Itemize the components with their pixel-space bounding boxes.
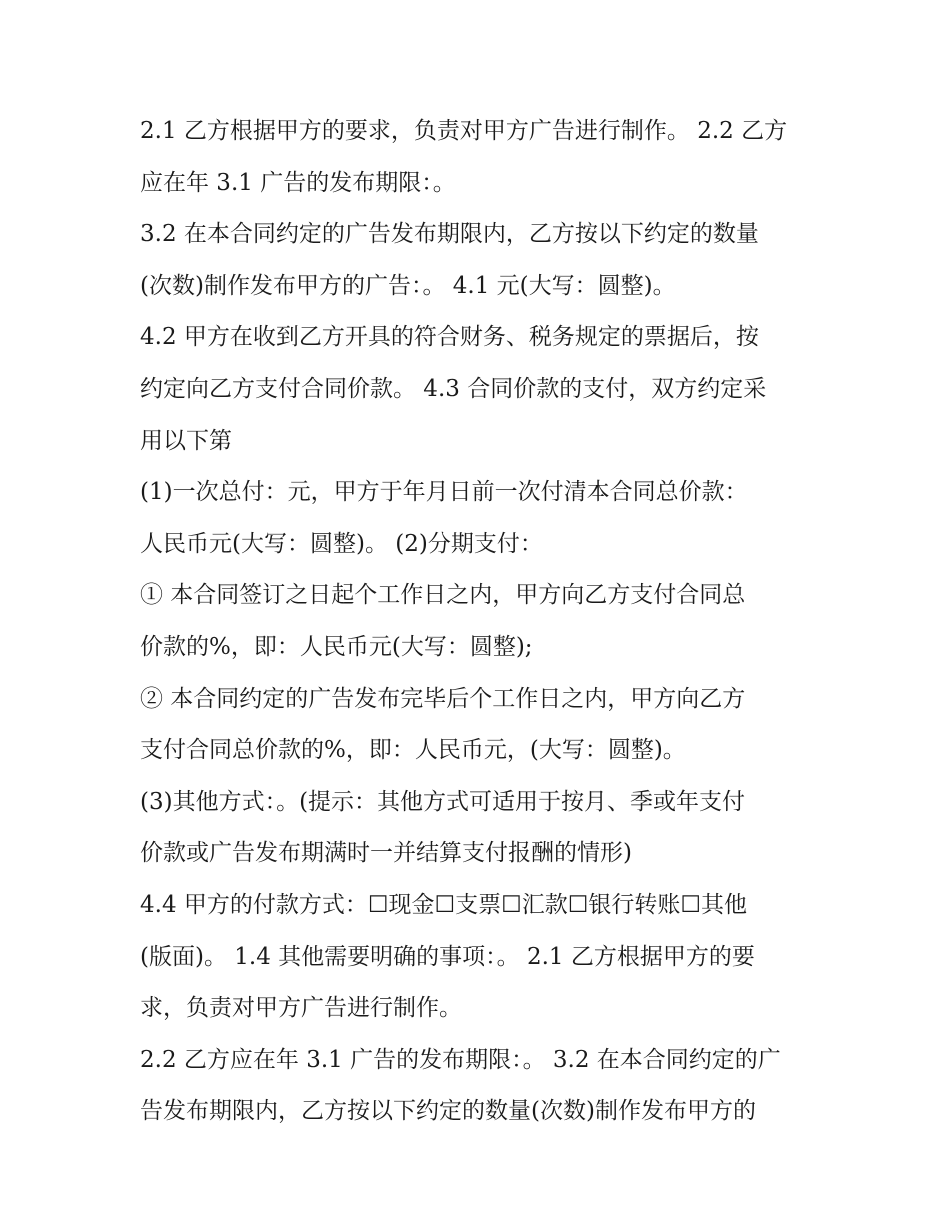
- document-body: [140, 106, 812, 1138]
- text-line: 告发布期限内，乙方按以下约定的数量(次数)制作发布甲方的: [140, 1098, 756, 1125]
- paragraph-4-4: [140, 880, 812, 1035]
- paragraph-2-2: [140, 1035, 812, 1138]
- text-line: 人民币元(大写：圆整)。 (2)分期支付：: [140, 530, 543, 557]
- text-line: 4.2 甲方在收到乙方开具的符合财务、税务规定的票据后，按: [140, 324, 759, 351]
- text-line: 求，负责对甲方广告进行制作。: [140, 995, 462, 1022]
- text-line: (1)一次总付：元，甲方于年月日前一次付清本合同总价款：: [140, 479, 748, 506]
- paragraph-2-1: [140, 106, 812, 209]
- text-line: (次数)制作发布甲方的广告：。 4.1 元(大写：圆整)。: [140, 272, 676, 299]
- text-line: ① 本合同签订之日起个工作日之内，甲方向乙方支付合同总: [140, 582, 746, 609]
- text-line: 约定向乙方支付合同价款。 4.3 合同价款的支付，双方约定采: [140, 375, 767, 402]
- text-line: 应在年 3.1 广告的发布期限：。: [140, 169, 456, 196]
- paragraph-4-2: [140, 312, 812, 467]
- text-line: ② 本合同约定的广告发布完毕后个工作日之内，甲方向乙方: [140, 685, 746, 712]
- paragraph-installment-1: [140, 570, 812, 673]
- text-line: 用以下第: [140, 427, 232, 454]
- text-line: 2.2 乙方应在年 3.1 广告的发布期限：。 3.2 在本合同约定的广: [140, 1046, 781, 1073]
- text-line: 3.2 在本合同约定的广告发布期限内，乙方按以下约定的数量: [140, 221, 759, 248]
- text-line: 价款或广告发布期满时一并结算支付报酬的情形): [140, 840, 632, 867]
- text-line: (3)其他方式：。(提示：其他方式可适用于按月、季或年支付: [140, 788, 746, 815]
- text-line: 2.1 乙方根据甲方的要求，负责对甲方广告进行制作。 2.2 乙方: [140, 118, 788, 144]
- paragraph-installment-2: [140, 674, 812, 777]
- text-line: (版面)。 1.4 其他需要明确的事项：。 2.1 乙方根据甲方的要: [140, 943, 755, 970]
- text-line: 4.4 甲方的付款方式：☐现金☐支票☐汇款☐银行转账☐其他: [140, 891, 747, 918]
- text-line: 价款的%，即：人民币元(大写：圆整);: [140, 633, 533, 660]
- paragraph-lump-sum-payment: [140, 467, 812, 570]
- text-line: 支付合同总价款的%，即：人民币元，(大写：圆整)。: [140, 737, 686, 764]
- paragraph-other-methods: [140, 777, 812, 880]
- paragraph-3-2: [140, 209, 812, 312]
